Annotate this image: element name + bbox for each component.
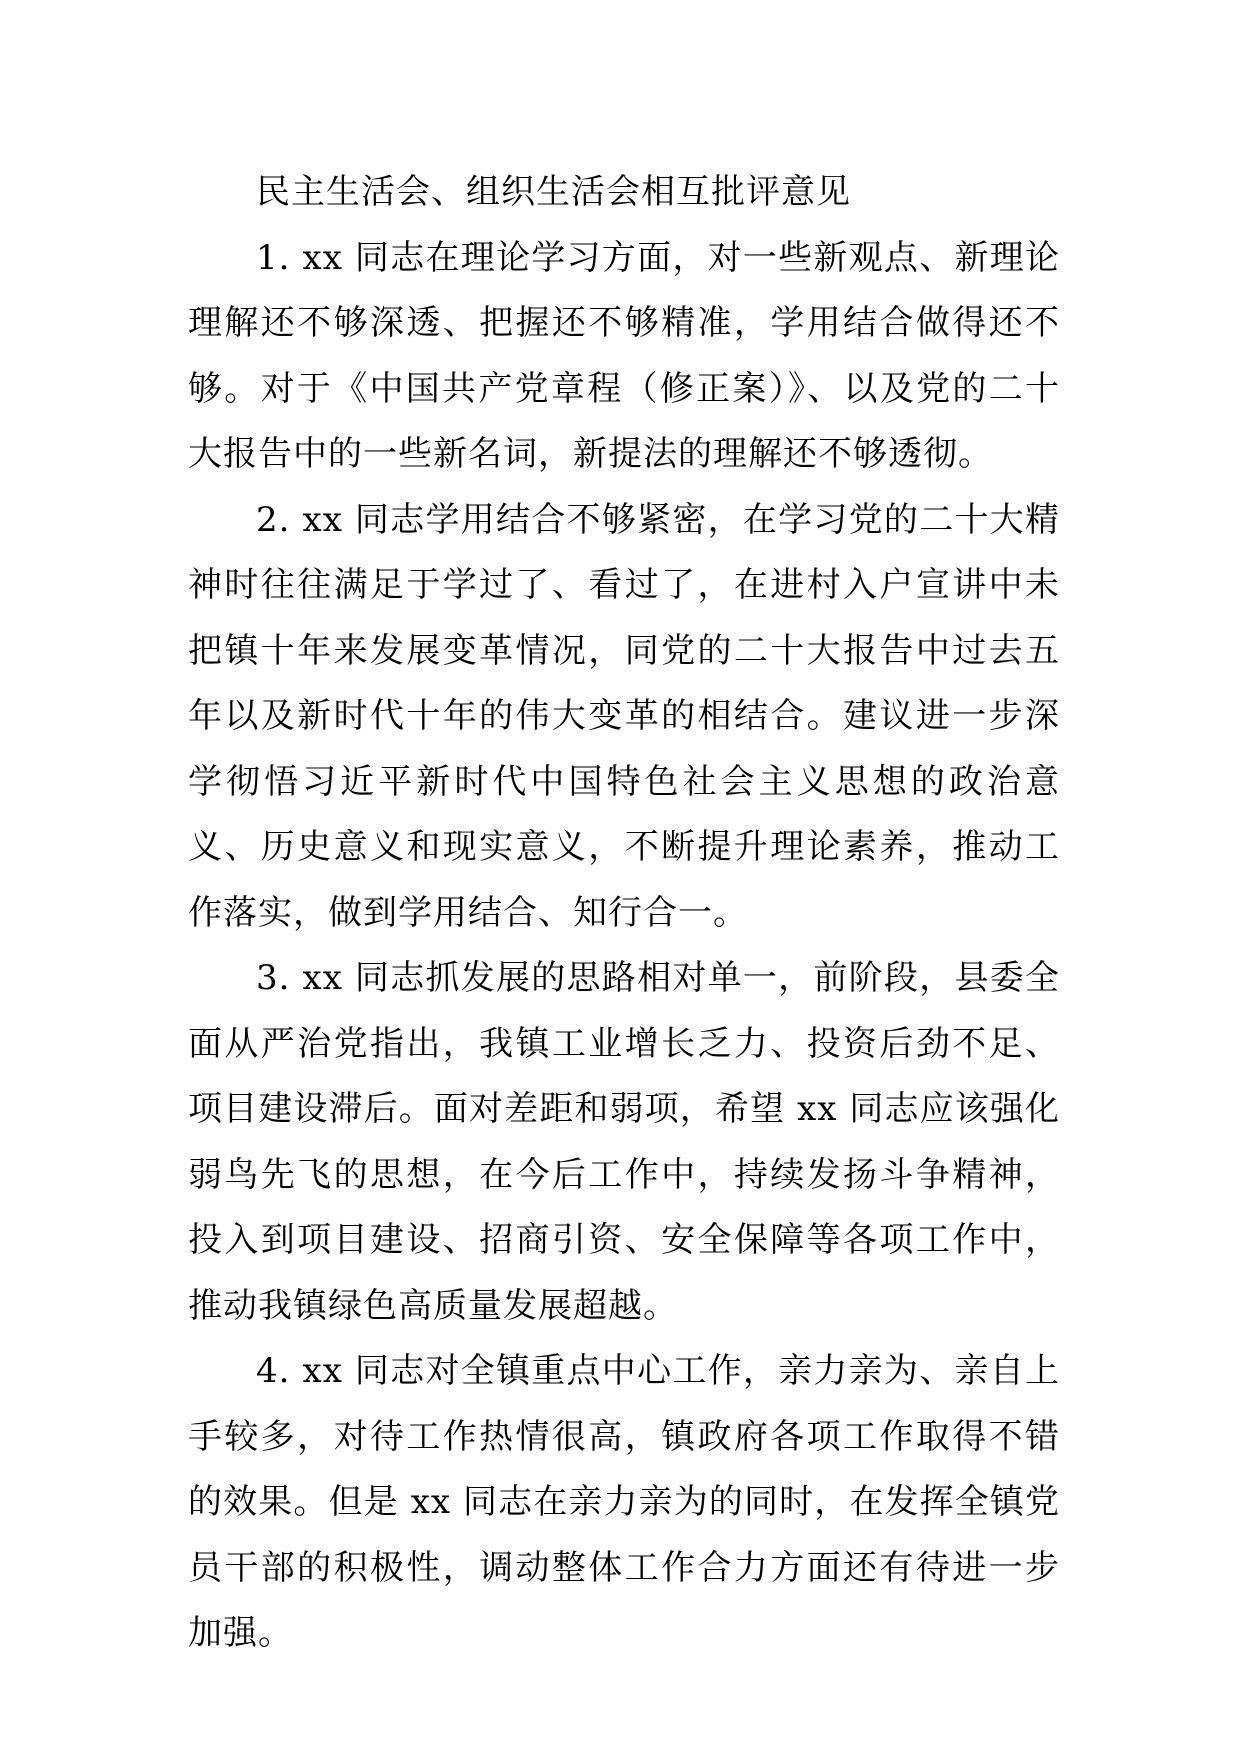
paragraph-3: 3. xx 同志抓发展的思路相对单一，前阶段，县委全面从严治党指出，我镇工业增长乏力、投资后劲不足、项目建设滞后。面对差距和弱项，希望 xx 同志应该强化弱鸟先飞的思想，在今后工作中，持续发扬斗争精神，投入到项目建设、招商引资、安全保障等各项工作中，推动我镇绿色高质量发展超越。 — [188, 958, 1060, 1326]
paragraph-2: 2. xx 同志学用结合不够紧密，在学习党的二十大精神时往往满足于学过了、看过了，在进村入户宣讲中未把镇十年来发展变革情况，同党的二十大报告中过去五年以及新时代十年的伟大变革的相结合。建议进一步深学彻悟习近平新时代中国特色社会主义思想的政治意义、历史意义和现实意义，不断提升理论素养，推动工作落实，做到学用结合、知行合一。 — [188, 499, 1060, 933]
document-body — [188, 160, 1060, 1667]
document-title: 民主生活会、组织生活会相互批评意见 — [256, 172, 851, 212]
paragraph-1: 1. xx 同志在理论学习方面，对一些新观点、新理论理解还不够深透、把握还不够精准，学用结合做得还不够。对于《中国共产党章程（修正案）》、以及党的二十大报告中的一些新名词，新提法的理解还不够透彻。 — [188, 237, 1060, 474]
paragraph-4: 4. xx 同志对全镇重点中心工作，亲力亲为、亲自上手较多，对待工作热情很高，镇政府各项工作取得不错的效果。但是 xx 同志在亲力亲为的同时，在发挥全镇党员干部的积极性，调动整体工作合力方面还有待进一步加强。 — [188, 1351, 1060, 1653]
